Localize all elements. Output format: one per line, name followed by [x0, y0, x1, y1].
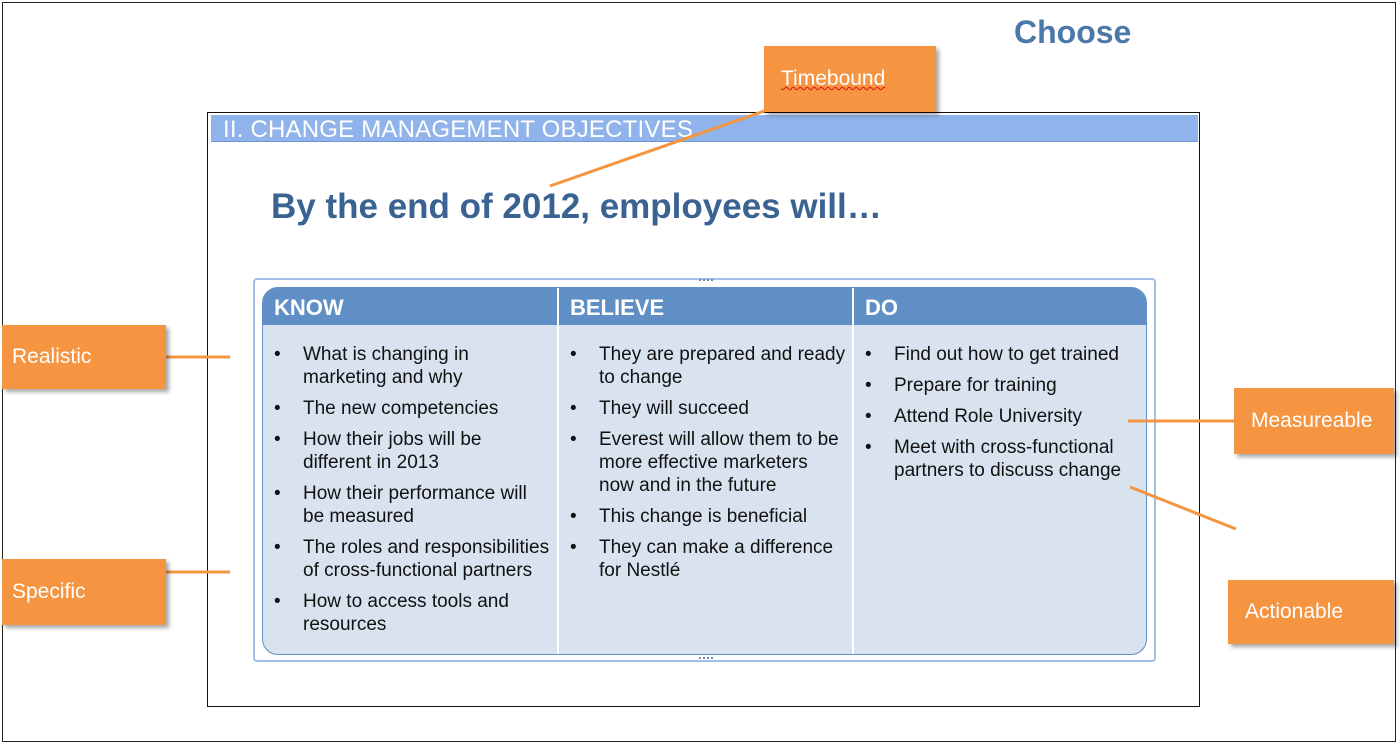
list-item: • How their jobs will be different in 2013: [263, 428, 557, 474]
list-item: • The roles and responsibilities of cross-functional partners: [263, 536, 557, 582]
list-item: • This change is beneficial: [559, 505, 852, 528]
callout-label: Specific: [12, 580, 86, 603]
list-item: • They can make a difference for Nestlé: [559, 536, 852, 582]
connector-timebound: [550, 102, 790, 186]
callout-label: Timebound: [781, 67, 886, 90]
callout-label: Measureable: [1251, 409, 1373, 432]
list-item: • They are prepared and ready to change: [559, 343, 852, 389]
list-item: • Attend Role University: [854, 405, 1147, 428]
list-item: • How their performance will be measured: [263, 482, 557, 528]
callout-label: Actionable: [1245, 600, 1344, 623]
list-item: • They will succeed: [559, 397, 852, 420]
list-item: • How to access tools and resources: [263, 590, 557, 636]
callout-timebound: [764, 46, 936, 112]
column-header-label: KNOW: [274, 295, 344, 320]
list-item: • Everest will allow them to be more effective marketers now and in the future: [559, 428, 852, 497]
callout-actionable: [1228, 580, 1394, 644]
callout-label: Realistic: [12, 345, 92, 368]
callout-measureable: [1234, 388, 1394, 454]
list-item: • Prepare for training: [854, 374, 1147, 397]
connector-actionable: [1130, 487, 1236, 529]
list-item: • The new competencies: [263, 397, 557, 420]
slide-headline: By the end of 2012, employees will…: [271, 187, 882, 226]
list-item: • Meet with cross-functional partners to discuss change: [854, 436, 1147, 482]
choose-label: Choose: [1014, 14, 1132, 50]
column-header-label: DO: [865, 295, 898, 320]
column-header-label: BELIEVE: [570, 295, 665, 320]
callout-realistic: [2, 325, 166, 389]
list-item: • What is changing in marketing and why: [263, 343, 557, 389]
section-title: II. CHANGE MANAGEMENT OBJECTIVES: [223, 116, 694, 143]
callout-specific: [2, 559, 166, 625]
list-item: • Find out how to get trained: [854, 343, 1147, 366]
